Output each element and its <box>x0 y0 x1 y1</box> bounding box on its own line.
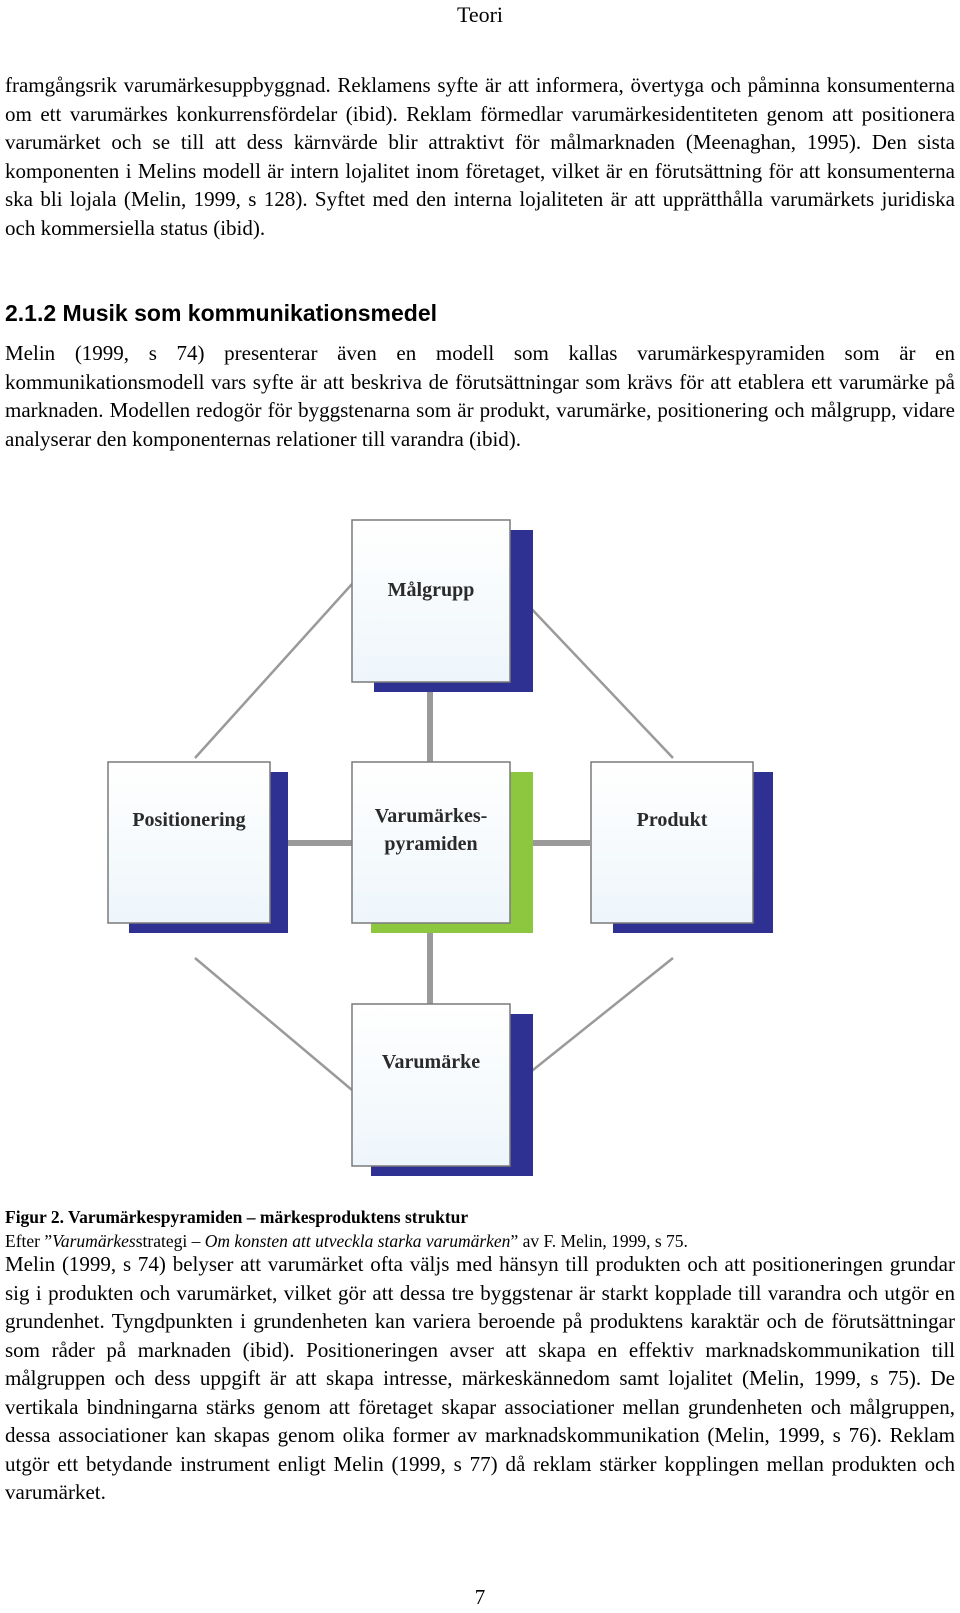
node-label-center-line-2: pyramiden <box>384 833 478 855</box>
figure-caption-title: Figur 2. Varumärkespyramiden – märkesproduktens struktur <box>5 1207 469 1227</box>
connector-top-left <box>195 584 352 758</box>
running-header: Teori <box>456 2 504 27</box>
section-heading: 2.1.2 Musik som kommunikationsmedel <box>5 300 438 326</box>
page-number: 7 <box>474 1585 486 1609</box>
caption-source-italic-1: Varumärkes <box>52 1231 136 1251</box>
body-paragraph-1: framgångsrik varumärkesuppbyggnad. Reklamens syfte är att informera, övertyga och påminna konsumenterna om ett varumärkes konkurrensfördelar (ibid). Reklam förmedlar varumärkesidentiteten genom att positionera varumärket och se till att dess kärnvärde blir attraktivt för målmarknaden (Meenaghan, 1995). Den sista komponenten i Melins modell är intern lojalitet inom företaget, vilket är en förutsättning för att konsumenterna ska bli lojala (Melin, 1999, s 128). Syftet med den interna lojaliteten är att upprätthålla varumärkets juridiska och kommersiella status (ibid). <box>5 73 955 240</box>
node-label-positionering: Positionering <box>132 809 246 831</box>
node-varumarke <box>352 1004 533 1176</box>
body-paragraph-2: Melin (1999, s 74) presenterar även en modell som kallas varumärkespyramiden som är en kommunikationsmodell vars syfte är att beskriva de förutsättningar som krävs för att etablera ett varumärke på marknaden. Modellen redogör för byggstenarna som är produkt, varumärke, positionering och målgrupp, vidare analyserar den komponenternas relationer till varandra (ibid). <box>5 341 955 451</box>
node-label-varumarke: Varumärke <box>381 1051 481 1073</box>
figure-caption-source <box>5 1231 688 1252</box>
node-label-malgrupp: Målgrupp <box>387 579 475 601</box>
node-label-produkt: Produkt <box>636 809 708 831</box>
caption-source-suffix: ” av F. Melin, 1999, s 75. <box>510 1231 688 1251</box>
node-malgrupp <box>352 520 533 692</box>
body-paragraph-3: Melin (1999, s 74) belyser att varumärket ofta väljs med hänsyn till produkten och att positioneringen grundar sig i produkten och varumärket, vilket gör att dessa tre byggstenar är starkt kopplade till varandra och utgör en grundenhet. Tyngdpunkten i grundenheten kan variera beroende på produktens karaktär och de förutsättningar som råder på marknaden (ibid). Positioneringen avser att skapa en effektiv marknadskommunikation till målgruppen och dess uppgift är att skapa intresse, märkeskännedom samt lojalitet (Melin, 1999, s 75). De vertikala bindningarna stärks genom att företaget skapar associationer mellan grundenheten och målgruppen, dessa associationer kan skapas genom olika former av marknadskommunikation (Melin, 1999, s 76). Reklam utgör ett betydande instrument enligt Melin (1999, s 77) då reklam stärker kopplingen mellan produkten och varumärket. <box>5 1252 955 1504</box>
connector-bottom-left <box>195 958 352 1090</box>
node-label-center-line-1: Varumärkes- <box>374 805 488 827</box>
node-varumarkespyramiden <box>352 762 533 933</box>
caption-source-plain-1: strategi <box>135 1231 188 1251</box>
caption-source-italic-2: – Om konsten att utveckla starka varumärken <box>187 1231 511 1251</box>
node-positionering <box>108 762 288 933</box>
caption-source-prefix: Efter ” <box>5 1231 53 1251</box>
node-produkt <box>591 762 773 933</box>
